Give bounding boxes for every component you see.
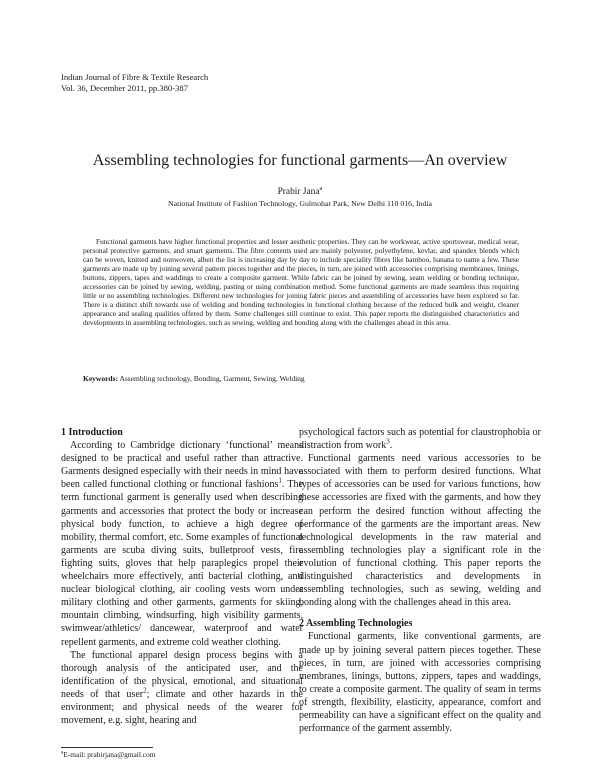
footnote-text: E-mail: prabirjana@gmail.com (63, 750, 156, 759)
section-heading-assembling-technologies: 2 Assembling Technologies (299, 618, 413, 630)
keywords-label: Keywords: (83, 374, 118, 383)
footnote-marker: a (61, 749, 64, 756)
author-affiliation-marker: a (319, 184, 323, 192)
author-affiliation: National Institute of Fashion Technology, Gulmohar Park, New Delhi 110 016, India (168, 199, 432, 208)
author-name: Prabir Jana (277, 187, 320, 197)
left-column (61, 426, 303, 727)
keywords-text: Assembling technology, Bonding, Garment, Sewing, Welding (119, 374, 305, 383)
volume-info: Vol. 36, December 2011, pp.380-387 (61, 83, 188, 93)
citation-ref: 3 (386, 437, 390, 446)
paper-title: Assembling technologies for functional garments—An overview (92, 152, 508, 169)
right-column (299, 426, 541, 735)
author-line (0, 186, 600, 198)
footnote-divider (61, 747, 153, 748)
intro-paragraph-2-continued: psychological factors such as potential for claustrophobia or distraction from work$^3$. (299, 427, 541, 452)
citation-ref: 1 (278, 477, 282, 486)
intro-paragraph-2: The functional apparel design process begins with a thorough analysis of the anticipated user, and the identification of the physical, emotional, and situational needs of that user$^2$; climate and other hazards in the environment; and physical needs of the wearer for movement, e.g. sight, hearing and (61, 649, 303, 727)
section2-paragraph-1: Functional garments, like conventional garments, are made up by joining several pattern pieces together. These pieces, in turn, are joined with accessories comprising membranes, linings, buttons, zippers, tapes and waddings, to create a composite garment. The quality of seam in terms of strength, flexibility, elasticity, appearance, comfort and permeability can have a significant effect on the quality and performance of the garment assembly. (299, 631, 541, 735)
abstract: Functional garments have higher functional properties and lesser aesthetic properties. They can be workwear, active sportswear, medical wear, personal protective garments, and smart garments. The fibre contents used are mainly polyester, polyethylene, kevlar, and spandex blends which can be woven, knitted and nonwoven, albeit the list is increasing day by day to include speciality fibres like bamboo, banana to name a few. These garments are made up by joining several pattern pieces together and the pieces, in turn, are joined with accessories comprising membranes, linings, buttons, zippers, tapes and waddings to create a composite garment. While fabric can be joined by sewing, seam welding or bonding technique, accessories can be joined by sewing, welding, pasting or using combination method. Some functional garments are made seamless thus requiring little or no assembling technologies. Different new technologies for joining fabric pieces and assembling of accessories have been explored so far. There is a distinct shift towards use of welding and bonding technologies in functional clothing because of the reduced bulk and weight, cleaner appearance and sealing qualities offered by them. Some challenges still continue to exist. This paper reports the distinguished characteristics and developments in assembling technologies, such as sewing, welding and bonding along with the challenges ahead in this area. (83, 237, 519, 327)
journal-name: Indian Journal of Fibre & Textile Research (61, 72, 209, 82)
keywords (83, 374, 523, 384)
footnote-email (61, 750, 155, 760)
intro-paragraph-3: Functional garments need various accessories to be associated with them to perform desired functions. What types of accessories can be used for various functions, how these accessories are fixed with the garments, and how they can perform the desired function without affecting the performance of the garments are the important areas. New technological developments in the raw material and assembling technologies play a significant role in the evolution of functional clothing. This paper reports the distinguished characteristics and developments in assembling technologies, such as sewing, welding and bonding along with the challenges ahead in this area. (299, 453, 541, 609)
journal-header (61, 72, 208, 94)
intro-paragraph-1: According to Cambridge dictionary ‘functional’ means designed to be practical and useful rather than attractive. Garments designed especially with their needs in mind have been called functional clothing or functional fashions$^1$. The term functional garment is generally used when describing garments and accessories that protect the body or increase physical body function, to achieve a high degree of mobility, thermal comfort, etc. Some examples of functional garments are scuba diving suits, bulletproof vests, fire fighting suits, gloves that help paraplegics propel their wheelchairs more effectively, anti bacterial clothing, anti nuclear biological clothing, air cooling vests worn under military clothing and other garments, garments for skiing, mountain climbing, windsurfing, high visibility garments, swimwear/athletics/ dancewear, waterproof and water repellent garments, and extreme cold weather clothing. (61, 440, 303, 648)
citation-ref: 2 (143, 686, 147, 695)
section-heading-introduction: 1 Introduction (61, 427, 123, 438)
